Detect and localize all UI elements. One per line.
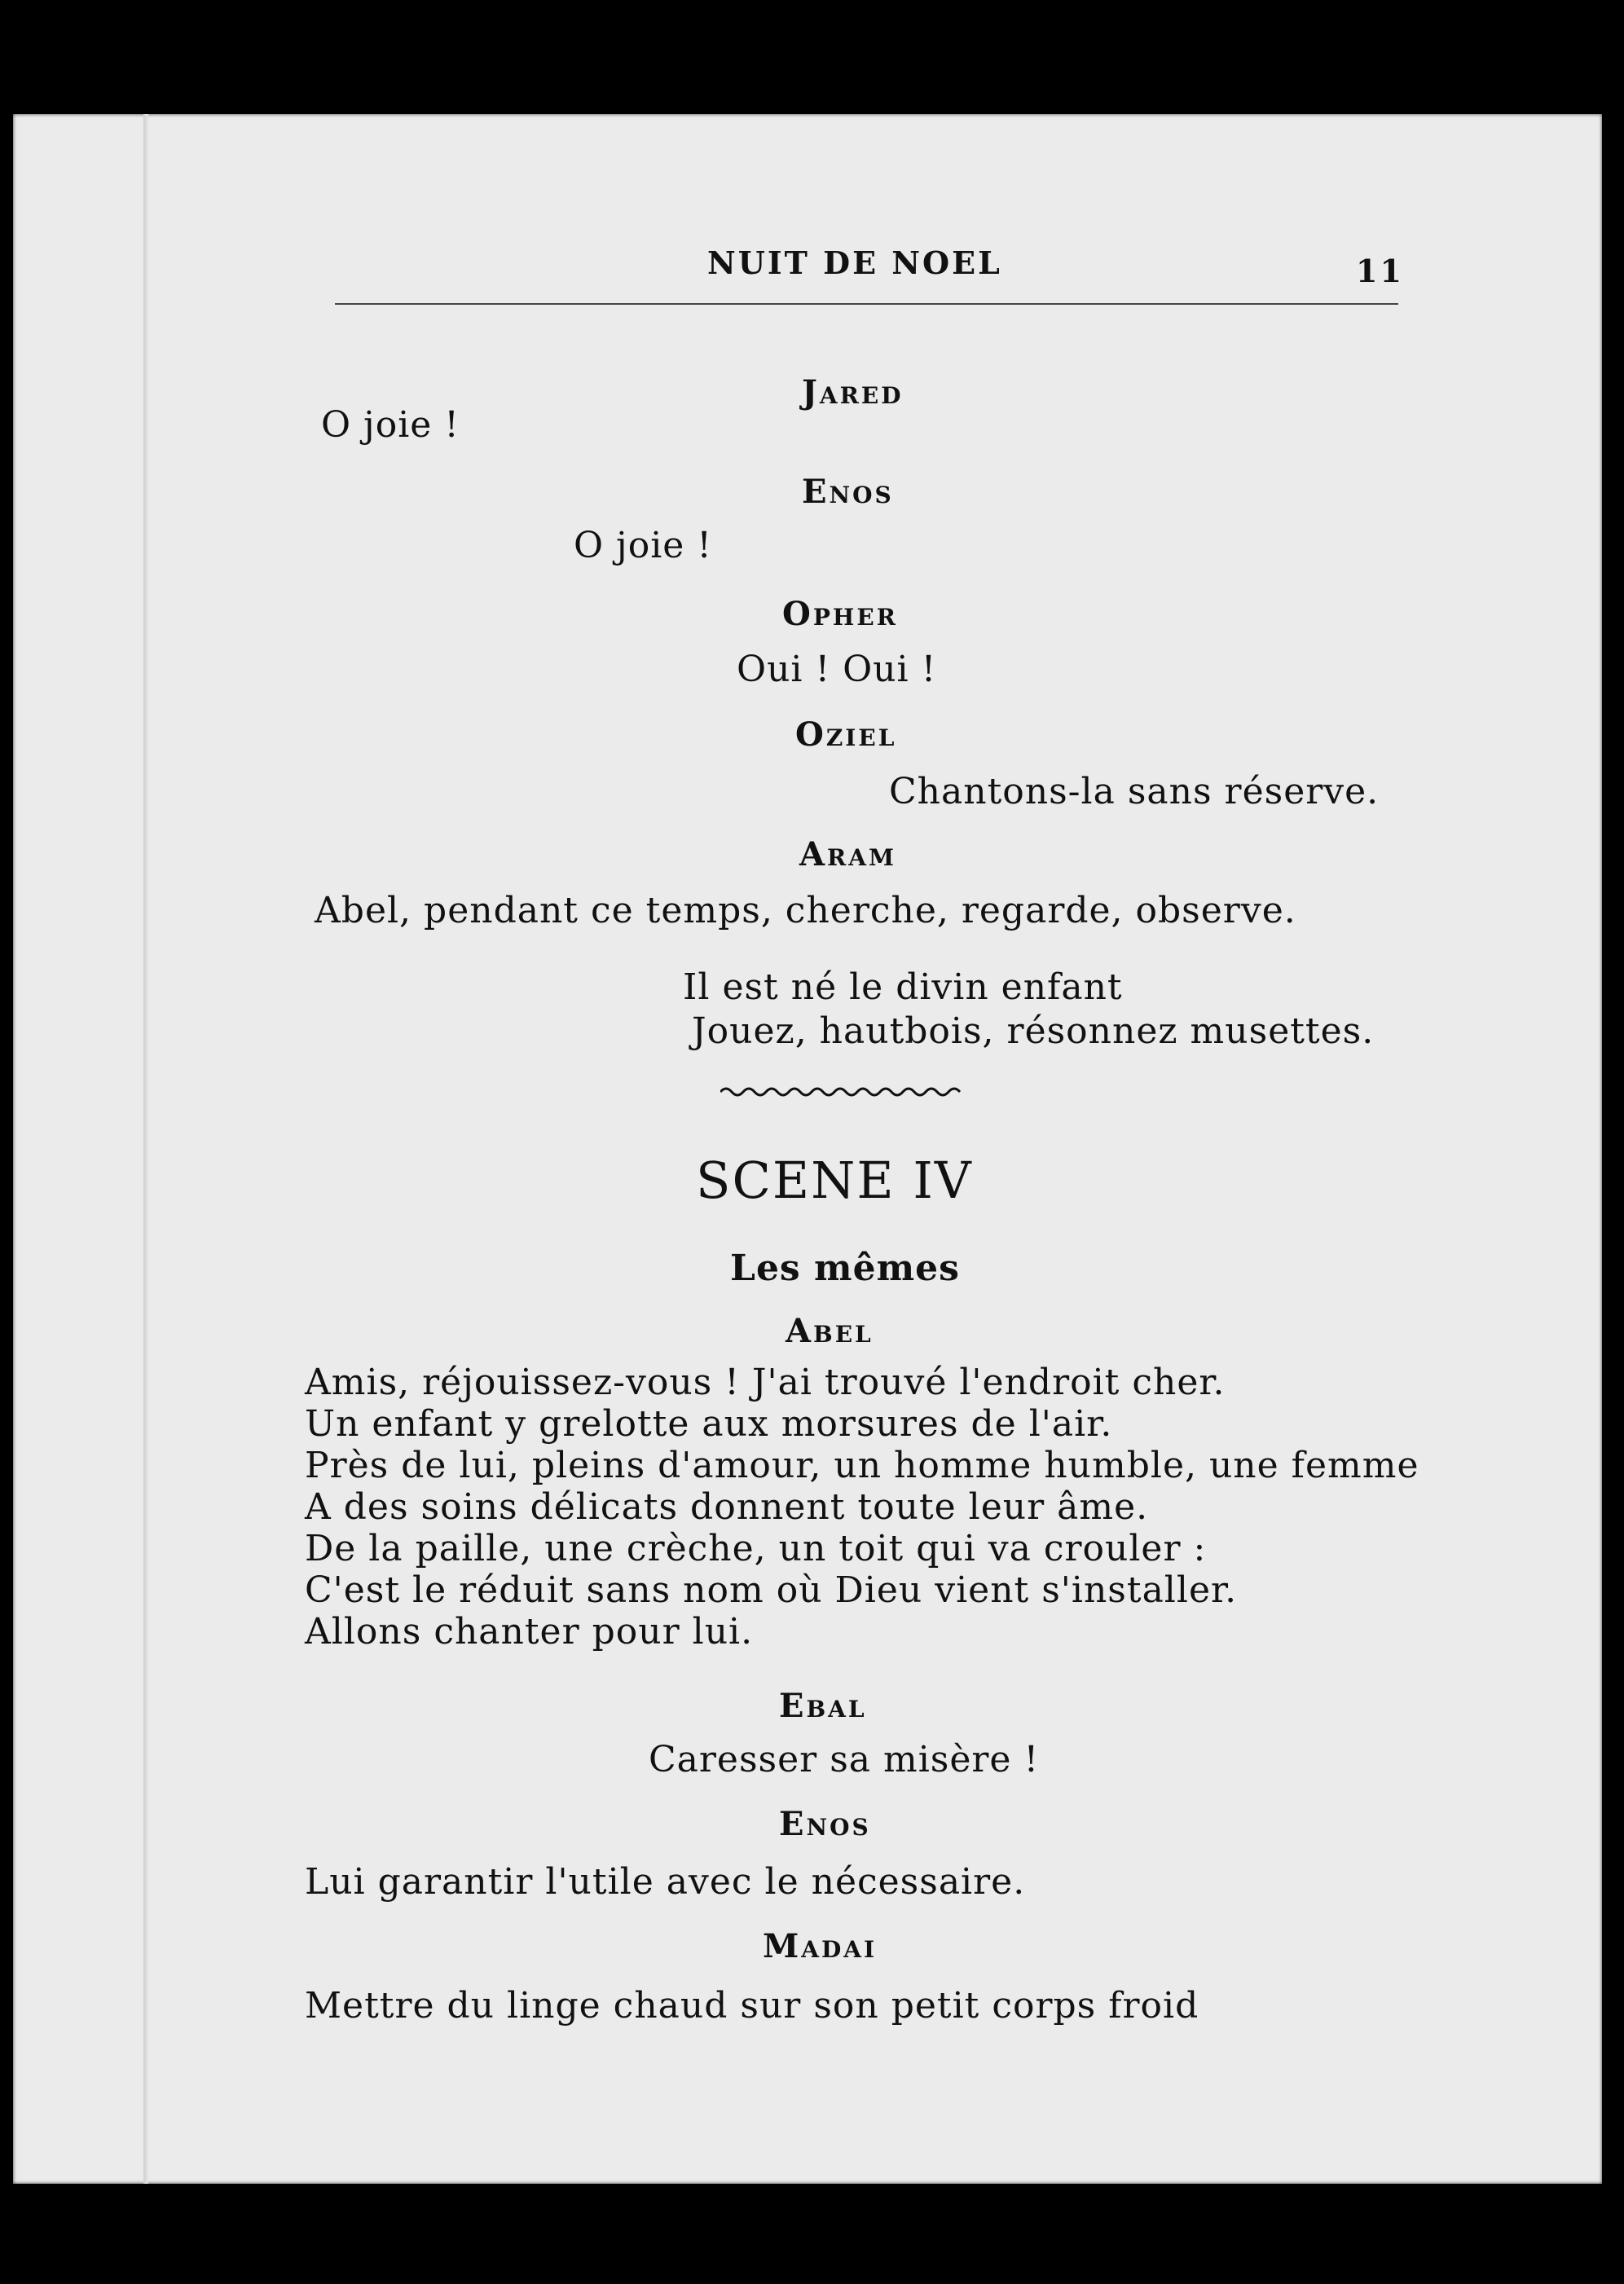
abel-line-1: Amis, réjouissez-vous ! J'ai trouvé l'endroit cher.: [305, 1362, 1226, 1403]
line-madai: Mettre du linge chaud sur son petit corps froid: [305, 1985, 1199, 2027]
line-opher: Oui ! Oui !: [737, 649, 937, 690]
line-aram: Abel, pendant ce temps, cherche, regarde, observe.: [315, 890, 1296, 931]
line-oziel: Chantons-la sans réserve.: [889, 771, 1380, 812]
line-enos: O joie !: [574, 525, 712, 566]
speaker-abel: Abel: [786, 1312, 874, 1350]
running-title: NUIT DE NOEL: [707, 244, 1002, 281]
abel-line-6: C'est le réduit sans nom où Dieu vient s'installer.: [305, 1569, 1238, 1611]
abel-line-3: Près de lui, pleins d'amour, un homme humble, une femme: [305, 1445, 1419, 1486]
speaker-enos: Enos: [802, 473, 894, 511]
song-line-2: Jouez, hautbois, résonnez musettes.: [692, 1010, 1375, 1052]
speaker-madai: Madai: [763, 1927, 878, 1965]
line-jared: O joie !: [321, 404, 460, 446]
scene-title: SCENE IV: [696, 1151, 973, 1210]
speaker-ebal: Ebal: [779, 1687, 867, 1725]
abel-line-4: A des soins délicats donnent toute leur âme.: [305, 1486, 1149, 1528]
speaker-oziel: Oziel: [795, 715, 897, 754]
page-number: 11: [1356, 253, 1404, 289]
abel-line-5: De la paille, une crèche, un toit qui va crouler :: [305, 1528, 1207, 1569]
wave-ornament: [720, 1084, 965, 1100]
abel-line-2: Un enfant y grelotte aux morsures de l'air.: [305, 1403, 1113, 1445]
song-line-1: Il est né le divin enfant: [683, 966, 1123, 1008]
line-ebal: Caresser sa misère !: [649, 1739, 1040, 1780]
scene-subtitle: Les mêmes: [730, 1248, 960, 1289]
abel-line-7: Allons chanter pour lui.: [305, 1611, 754, 1652]
line-enos-2: Lui garantir l'utile avec le nécessaire.: [305, 1861, 1026, 1903]
speaker-enos-2: Enos: [779, 1805, 871, 1843]
page-gutter: [143, 114, 148, 2184]
speaker-aram: Aram: [799, 835, 897, 874]
speaker-jared: Jared: [802, 373, 904, 411]
book-page: [13, 114, 1602, 2184]
header-rule: [335, 303, 1398, 305]
speaker-opher: Opher: [782, 595, 898, 633]
